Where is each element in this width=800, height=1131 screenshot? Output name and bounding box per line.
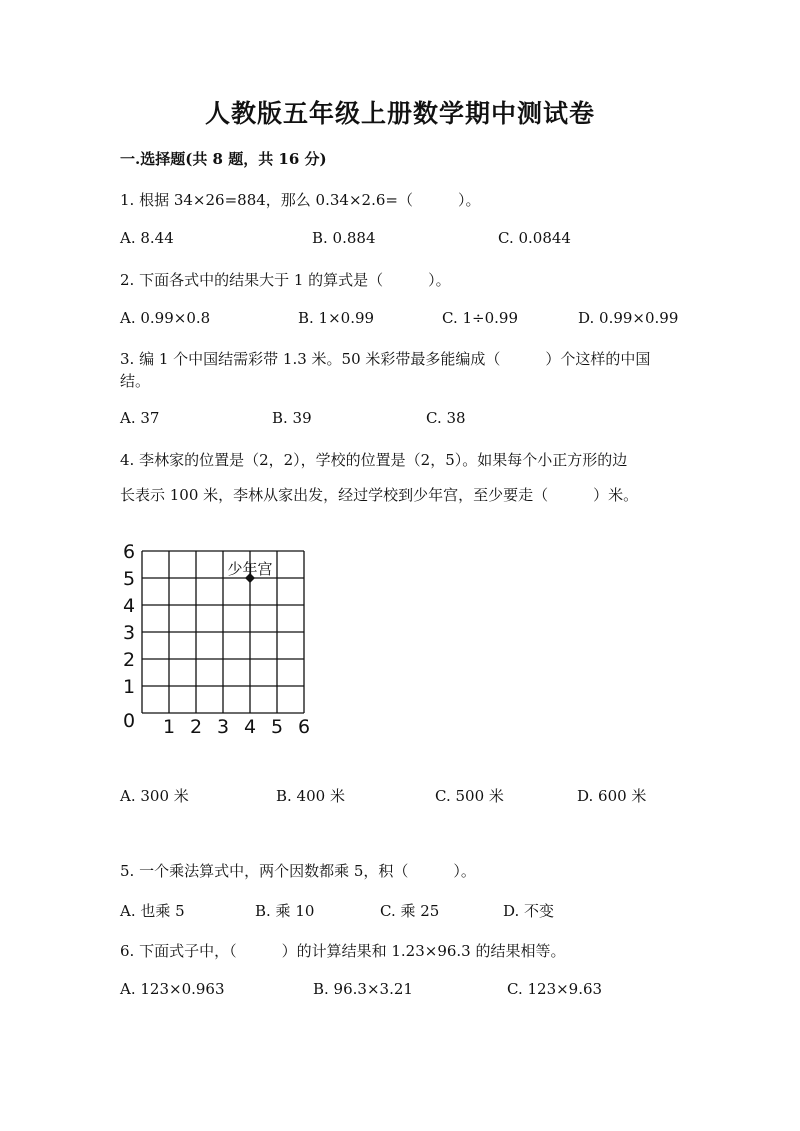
y-tick-label: 3 <box>122 622 136 644</box>
q6-option-a: A. 123×0.963 <box>120 980 225 998</box>
question-4-line-1: 4. 李林家的位置是（2，2），学校的位置是（2，5）。如果每个小正方形的边 <box>120 451 628 469</box>
q1-option-c: C. 0.0844 <box>498 229 571 247</box>
q5-option-c: C. 乘 25 <box>380 902 440 920</box>
q2-option-c: C. 1÷0.99 <box>442 309 518 327</box>
q1-option-b: B. 0.884 <box>312 229 376 247</box>
q5-option-d: D. 不变 <box>503 902 555 920</box>
x-tick-label: 2 <box>189 716 203 738</box>
q3-option-c: C. 38 <box>426 409 466 427</box>
question-1: 1. 根据 34×26=884，那么 0.34×2.6=（ ）。 <box>120 191 481 209</box>
x-tick-label: 4 <box>243 716 257 738</box>
place-label: 少年宫 <box>227 560 273 578</box>
q6-option-c: C. 123×9.63 <box>507 980 603 998</box>
x-tick-label: 1 <box>162 716 176 738</box>
q4-option-c: C. 500 米 <box>435 787 504 805</box>
x-tick-label: 5 <box>270 716 284 738</box>
y-tick-label: 1 <box>122 676 136 698</box>
question-5: 5. 一个乘法算式中，两个因数都乘 5，积（ ）。 <box>120 862 476 880</box>
q2-option-a: A. 0.99×0.8 <box>120 309 211 327</box>
coordinate-grid-figure <box>118 538 318 743</box>
q5-option-b: B. 乘 10 <box>255 902 315 920</box>
question-4-line-2: 长表示 100 米，李林从家出发，经过学校到少年宫，至少要走（ ）米。 <box>120 486 639 504</box>
y-tick-label: 2 <box>122 649 136 671</box>
y-tick-label: 5 <box>122 568 136 590</box>
y-tick-label: 0 <box>122 710 136 732</box>
q4-option-d: D. 600 米 <box>577 787 647 805</box>
q3-option-a: A. 37 <box>120 409 160 427</box>
x-tick-label: 3 <box>216 716 230 738</box>
q4-option-a: A. 300 米 <box>120 787 189 805</box>
q1-option-a: A. 8.44 <box>120 229 174 247</box>
section-heading: 一.选择题(共 8 题，共 16 分) <box>120 150 327 168</box>
q5-option-a: A. 也乘 5 <box>120 902 185 920</box>
question-3-line-2: 结。 <box>120 372 151 390</box>
y-tick-label: 6 <box>122 541 136 563</box>
page-title: 人教版五年级上册数学期中测试卷 <box>204 99 595 128</box>
q6-option-b: B. 96.3×3.21 <box>313 980 413 998</box>
question-6: 6. 下面式子中，（ ）的计算结果和 1.23×96.3 的结果相等。 <box>120 942 566 960</box>
q4-option-b: B. 400 米 <box>276 787 345 805</box>
question-3-line-1: 3. 编 1 个中国结需彩带 1.3 米。50 米彩带最多能编成（ ）个这样的中国 <box>120 350 651 368</box>
question-2: 2. 下面各式中的结果大于 1 的算式是（ ）。 <box>120 271 451 289</box>
y-tick-label: 4 <box>122 595 136 617</box>
q2-option-d: D. 0.99×0.99 <box>578 309 679 327</box>
x-tick-label: 6 <box>297 716 311 738</box>
q2-option-b: B. 1×0.99 <box>298 309 375 327</box>
q3-option-b: B. 39 <box>272 409 312 427</box>
